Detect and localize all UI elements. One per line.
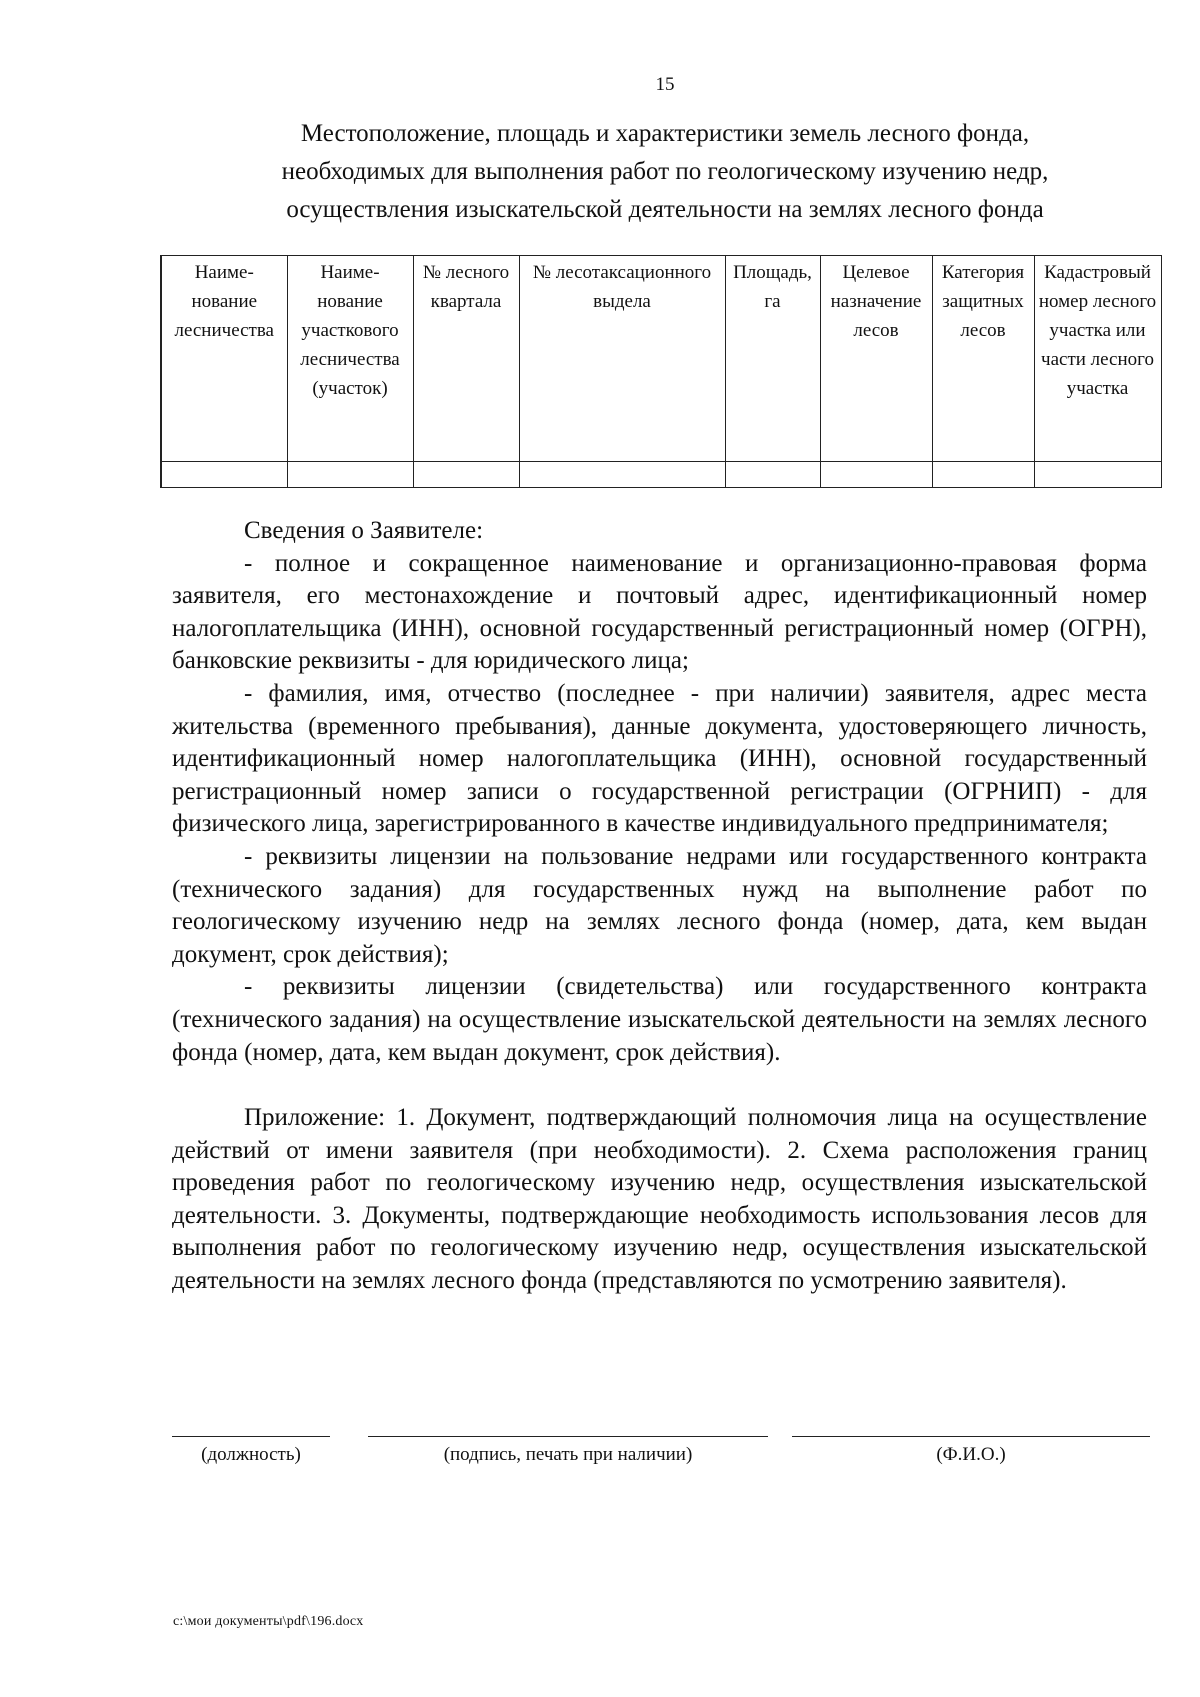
page-number: 15 (655, 74, 675, 95)
attachment-paragraph: Приложение: 1. Документ, подтверждающий полномочия лица на осуществление действий от имени заявителя (при необходимости). 2. Схема расположения границ проведения работ по геологическому изучению недр, осуществления изыскательской деятельности. 3. Документы, подтверждающие необходимость использования лесов для выполнения работ по геологическому изучению недр, осуществления изыскательской деятельности на землях лесного фонда (представляются по усмотрению заявителя). (172, 1104, 1147, 1295)
table-cell[interactable] (287, 462, 413, 488)
applicant-item-subsoil-license: - реквизиты лицензии на пользование недрами или государственного контракта (технического задания) для государственных нужд на выполнение работ по геологическому изучению недр на землях лесного фонда (номер, дата, кем выдан документ, срок действия); (172, 842, 1147, 968)
table-cell[interactable] (820, 462, 932, 488)
col-header-cadastral-number: Кадастровый номер лесного участка или части лесного участка (1034, 256, 1161, 462)
title-line-1: Местоположение, площадь и характеристики земель лесного фонда, (300, 120, 1030, 147)
table-cell[interactable] (725, 462, 820, 488)
col-header-area: Площадь, га (725, 256, 820, 462)
signature-block (172, 1436, 1152, 1476)
position-label: (должность) (201, 1444, 301, 1465)
forest-land-table (160, 255, 1162, 488)
table-cell[interactable] (932, 462, 1034, 488)
section-title (160, 115, 1170, 229)
applicant-item-entrepreneur: - фамилия, имя, отчество (последнее - при наличии) заявителя, адрес места жительства (временного пребывания), данные документа, удостоверяющего личность, идентификационный номер налогоплательщика (ИНН), основной государственный регистрационный номер записи о государственной регистрации (ОГРНИП) - для физического лица, зарегистрированного в качестве индивидуального предпринимателя; (172, 679, 1147, 838)
col-header-district-forestry: Наиме-нование участкового лесничества (участок) (287, 256, 413, 462)
table-cell[interactable] (519, 462, 725, 488)
applicant-heading: Сведения о Заявителе: (244, 517, 484, 544)
title-line-2: необходимых для выполнения работ по геологическому изучению недр, (281, 158, 1049, 185)
table-row (161, 462, 1161, 488)
applicant-item-legal-entity: - полное и сокращенное наименование и организационно-правовая форма заявителя, его местонахождение и почтовый адрес, идентификационный номер налогоплательщика (ИНН), основной государственный регистрационный номер (ОГРН), банковские реквизиты - для юридического лица; (172, 549, 1147, 675)
table-cell[interactable] (161, 462, 287, 488)
name-label: (Ф.И.О.) (936, 1444, 1006, 1465)
col-header-quarter: № лесного квартала (413, 256, 519, 462)
table-header-row (161, 256, 1161, 462)
col-header-allotment: № лесотаксационного выдела (519, 256, 725, 462)
col-header-purpose: Целевое назначение лесов (820, 256, 932, 462)
signature-label: (подпись, печать при наличии) (443, 1444, 693, 1465)
body-text (172, 515, 1147, 1298)
table-cell[interactable] (413, 462, 519, 488)
position-line[interactable] (172, 1436, 330, 1437)
col-header-forestry: Наиме-нование лесничества (161, 256, 287, 462)
name-line[interactable] (792, 1436, 1150, 1437)
table-cell[interactable] (1034, 462, 1161, 488)
applicant-item-survey-license: - реквизиты лицензии (свидетельства) или государственного контракта (технического задания) на осуществление изыскательской деятельности на землях лесного фонда (номер, дата, кем выдан документ, срок действия). (172, 973, 1147, 1066)
signature-line[interactable] (368, 1436, 768, 1437)
title-line-3: осуществления изыскательской деятельности на землях лесного фонда (286, 196, 1044, 223)
col-header-protective-category: Категория защитных лесов (932, 256, 1034, 462)
file-path-footer: c:\мои документы\pdf\196.docx (173, 1614, 364, 1629)
